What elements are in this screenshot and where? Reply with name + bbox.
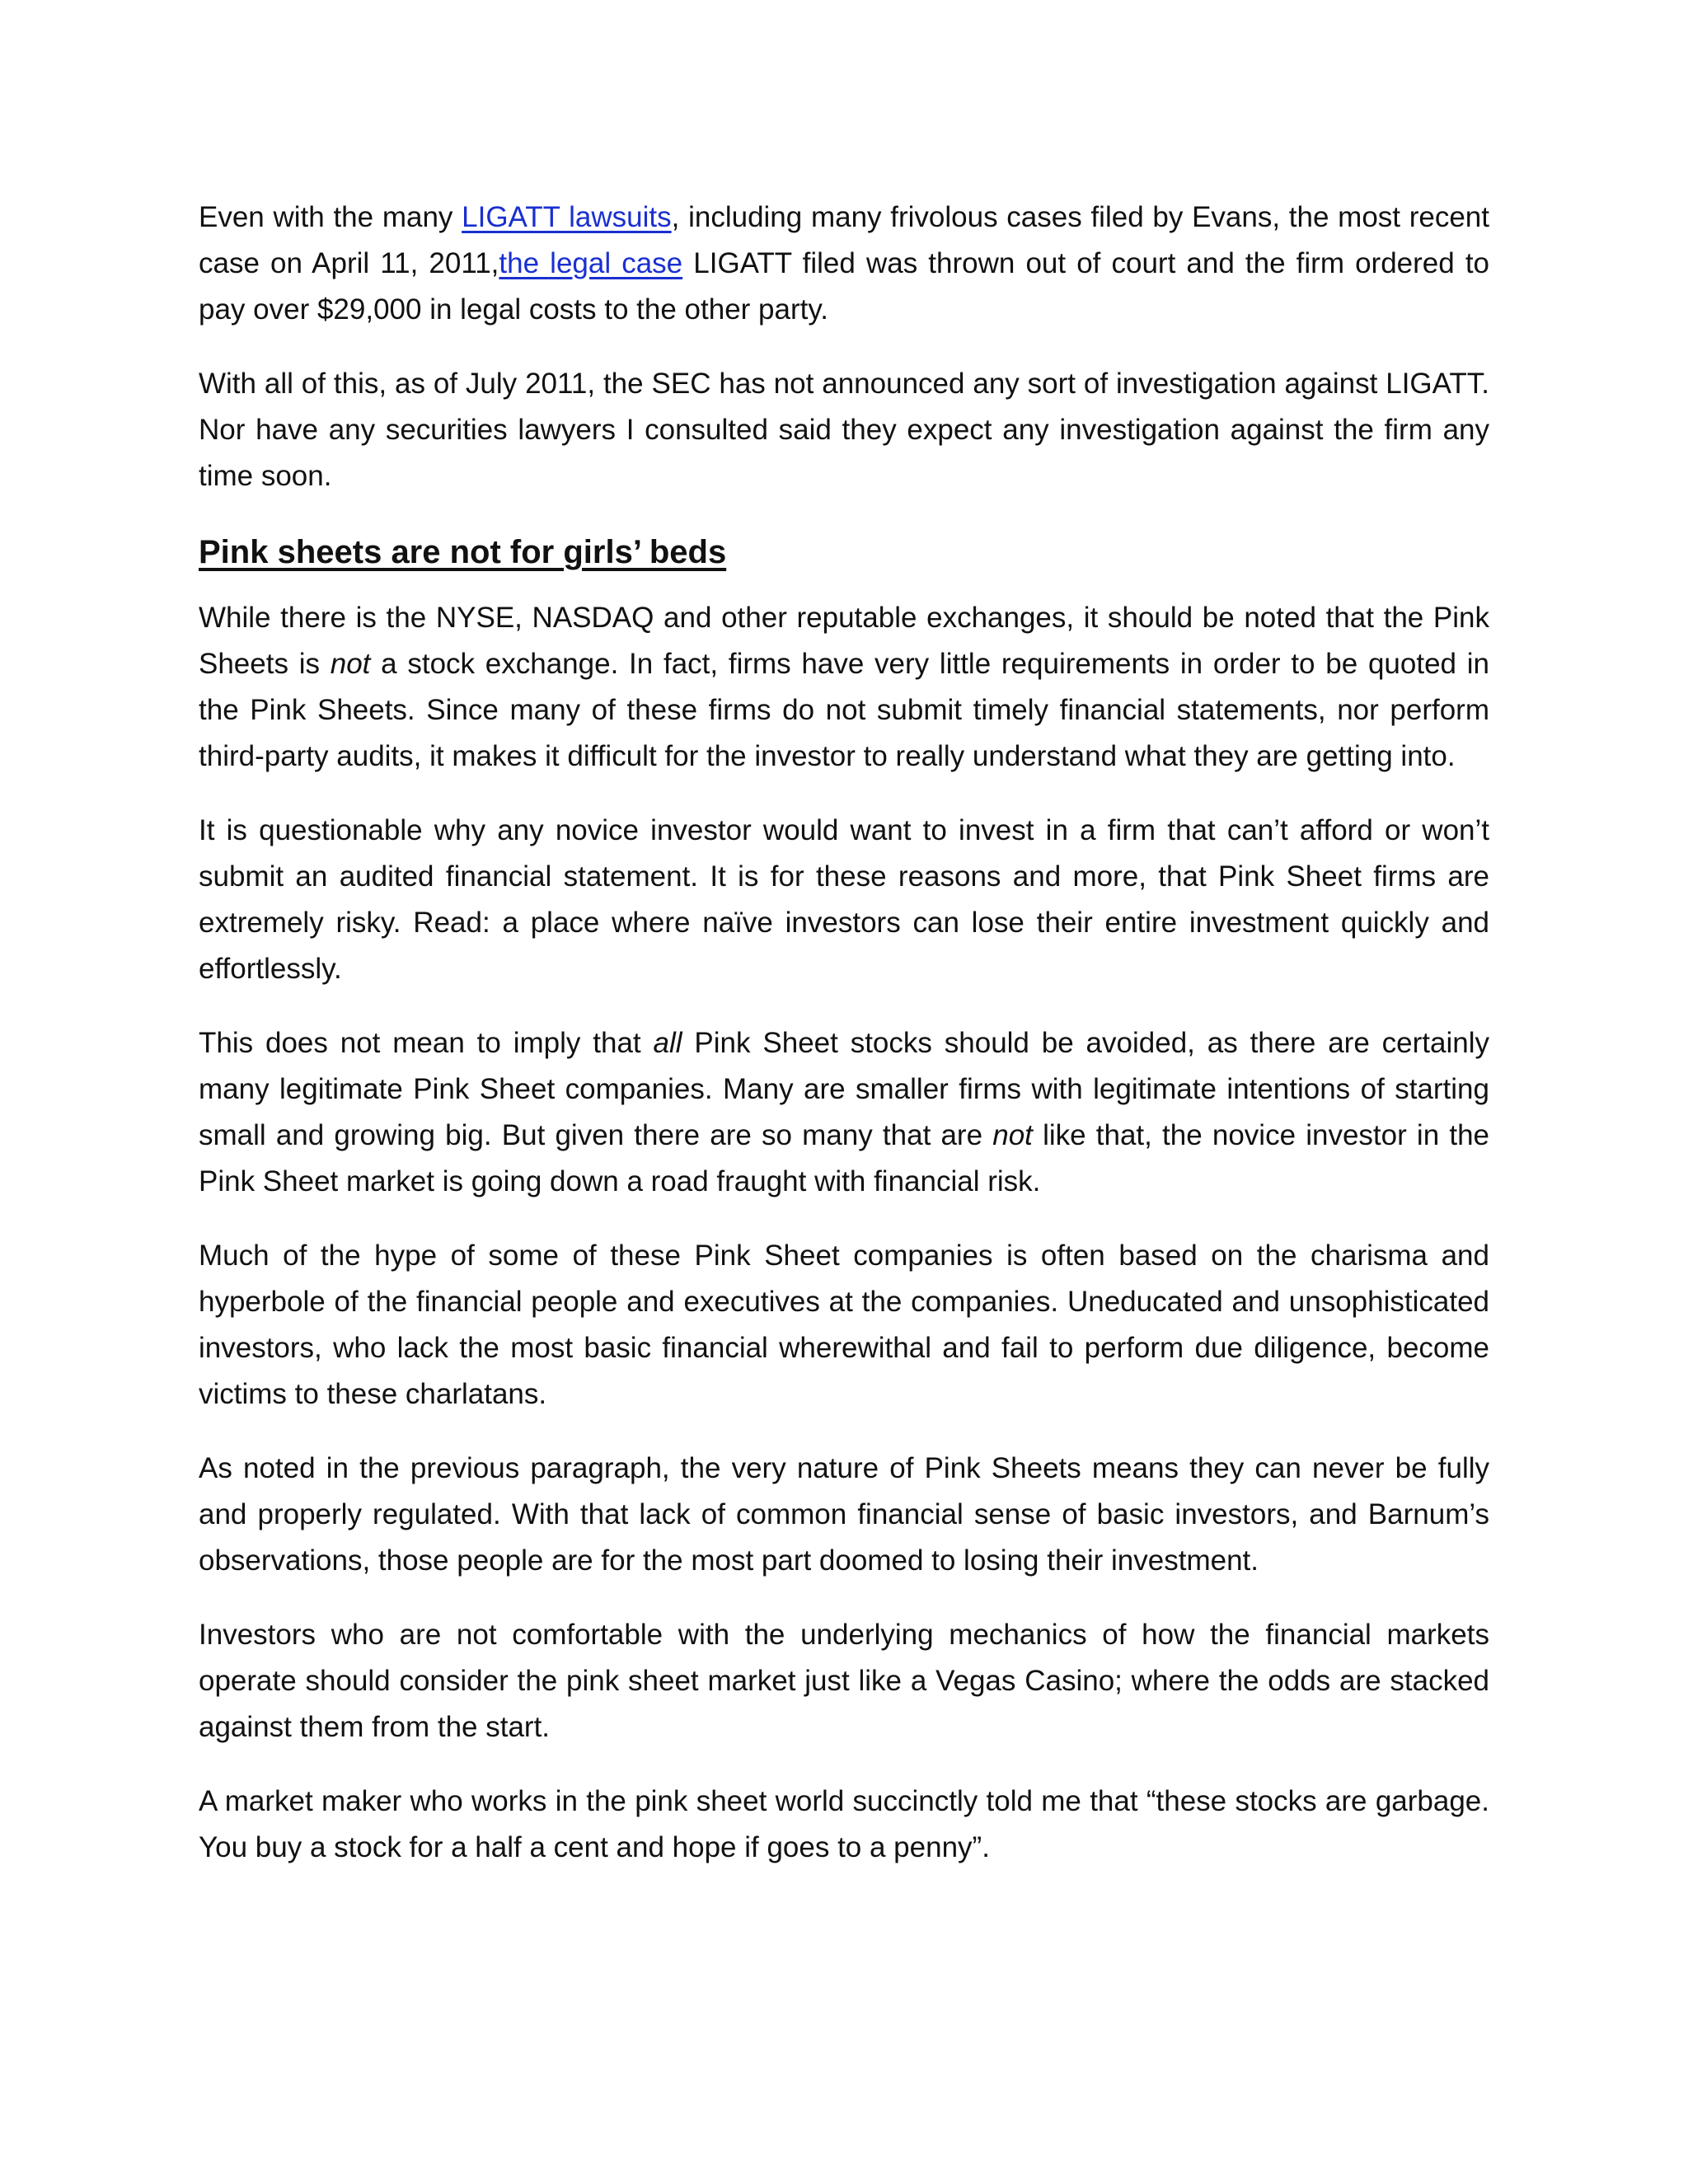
emphasis-text: not (330, 648, 371, 680)
legal-case-link[interactable]: the legal case (499, 247, 683, 279)
text-span: Even with the many (199, 201, 462, 233)
paragraph-pink-sheets-not-exchange (199, 595, 1489, 780)
emphasis-text: all (653, 1027, 682, 1059)
text-span: a stock exchange. In fact, firms have very little requirements in order to be quoted in the Pink Sheets. Since many of these firms do not submit timely financial statements, nor perform third-party audits, it makes it difficult for the investor to really understand what they are getting into. (199, 648, 1489, 772)
text-span: While there is the NYSE, NASDAQ and other reputable exchanges, it should be noted that the Pink Sheets is (199, 602, 1489, 680)
emphasis-text: not (992, 1119, 1033, 1151)
text-span: Pink Sheet stocks should be avoided, as there are certainly many legitimate Pink Sheet companies. Many are smaller firms with legitimate intentions of starting small and growing big. But given there are so many that are (199, 1027, 1489, 1151)
paragraph-ligatt-lawsuits (199, 194, 1489, 333)
text-span: , including many frivolous cases filed by Evans, the most recent case on April 11, 2011, (199, 201, 1489, 279)
text-span: This does not mean to imply that (199, 1027, 654, 1059)
paragraph-regulation: As noted in the previous paragraph, the very nature of Pink Sheets means they can never be fully and properly regulated. With that lack of common financial sense of basic investors, and Barnum’s observations, those people are for the most part doomed to losing their investment. (199, 1452, 1489, 1577)
document-body (199, 194, 1489, 1899)
text-span: LIGATT filed was thrown out of court and the firm ordered to pay over $29,000 in legal costs to the other party. (199, 247, 1490, 326)
text-span: like that, the novice investor in the Pink Sheet market is going down a road fraught with financial risk. (199, 1119, 1489, 1197)
paragraph-hype-charisma: Much of the hype of some of these Pink Sheet companies is often based on the charisma and hyperbole of the financial people and executives at the companies. Uneducated and unsophisticated investors, who lack the most basic financial wherewithal and fail to perform due diligence, become victims to these charlatans. (199, 1240, 1489, 1410)
paragraph-sec-investigation: With all of this, as of July 2011, the SEC has not announced any sort of investigation against LIGATT. Nor have any securities lawyers I consulted said they expect any investigation against the firm any time soon. (199, 368, 1489, 492)
paragraph-legitimate-companies (199, 1020, 1489, 1205)
paragraph-novice-investor: It is questionable why any novice investor would want to invest in a firm that can’t afford or won’t submit an audited financial statement. It is for these reasons and more, that Pink Sheet firms are extremely risky. Read: a place where naïve investors can lose their entire investment quickly and effortlessly. (199, 814, 1489, 985)
ligatt-lawsuits-link[interactable]: LIGATT lawsuits (462, 201, 672, 233)
paragraph-vegas-casino: Investors who are not comfortable with the underlying mechanics of how the financial markets operate should consider the pink sheet market just like a Vegas Casino; where the odds are stacked against them from the start. (199, 1619, 1489, 1743)
section-heading: Pink sheets are not for girls’ beds (199, 534, 727, 570)
paragraph-market-maker-quote: A market maker who works in the pink sheet world succinctly told me that “these stocks are garbage. You buy a stock for a half a cent and hope if goes to a penny”. (199, 1785, 1489, 1863)
